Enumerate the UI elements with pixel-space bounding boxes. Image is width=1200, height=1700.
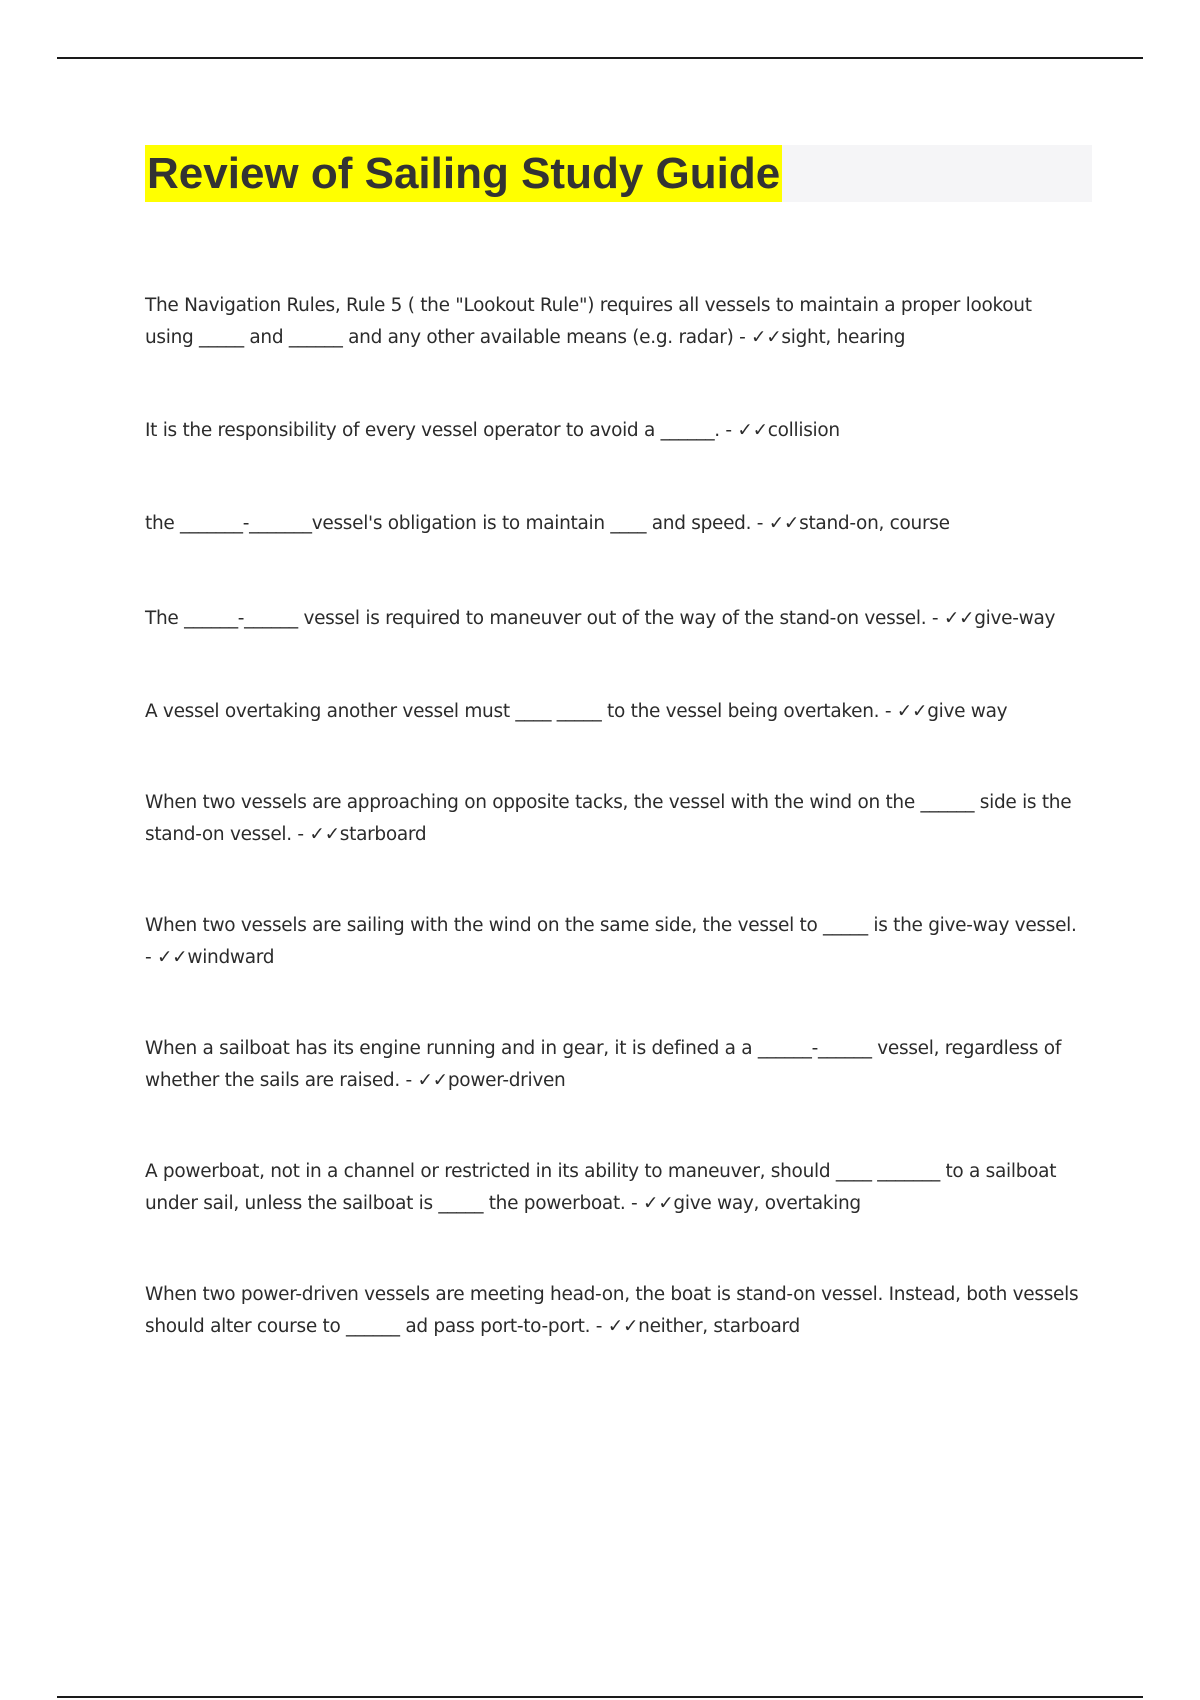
study-item-3: the _______-_______vessel's obligation is to maintain ____ and speed. - ✓✓stand-on, course (145, 513, 950, 534)
study-item-10: When two power-driven vessels are meeting head-on, the boat is stand-on vessel. Instead, both vessels should alter course to ______ ad pass port-to-port. - ✓✓neither, starboard (145, 1284, 1079, 1337)
page-top-rule (57, 57, 1143, 59)
page-bottom-rule (57, 1696, 1143, 1698)
study-item-8: When a sailboat has its engine running and in gear, it is defined a a ______-______ vessel, regardless of whether the sails are raised. - ✓✓power-driven (145, 1038, 1062, 1091)
study-item-4: The ______-______ vessel is required to maneuver out of the way of the stand-on vessel. - ✓✓give-way (145, 608, 1056, 629)
study-item-7: When two vessels are sailing with the wind on the same side, the vessel to _____ is the give-way vessel. - ✓✓windward (145, 915, 1077, 968)
study-item-9: A powerboat, not in a channel or restricted in its ability to maneuver, should ____ _______ to a sailboat under sail, unless the sailboat is _____ the powerboat. - ✓✓give way, overtaking (145, 1161, 1057, 1214)
study-item-6: When two vessels are approaching on opposite tacks, the vessel with the wind on the ______ side is the stand-on vessel. - ✓✓starboard (145, 792, 1072, 845)
study-item-1: The Navigation Rules, Rule 5 ( the "Lookout Rule") requires all vessels to maintain a proper lookout using _____ and ______ and any other available means (e.g. radar) - ✓✓sight, hearing (145, 295, 1032, 348)
study-item-5: A vessel overtaking another vessel must ____ _____ to the vessel being overtaken. - ✓✓give way (145, 701, 1008, 722)
page-title: Review of Sailing Study Guide (145, 145, 782, 202)
study-item-2: It is the responsibility of every vessel operator to avoid a ______. - ✓✓collision (145, 420, 840, 441)
